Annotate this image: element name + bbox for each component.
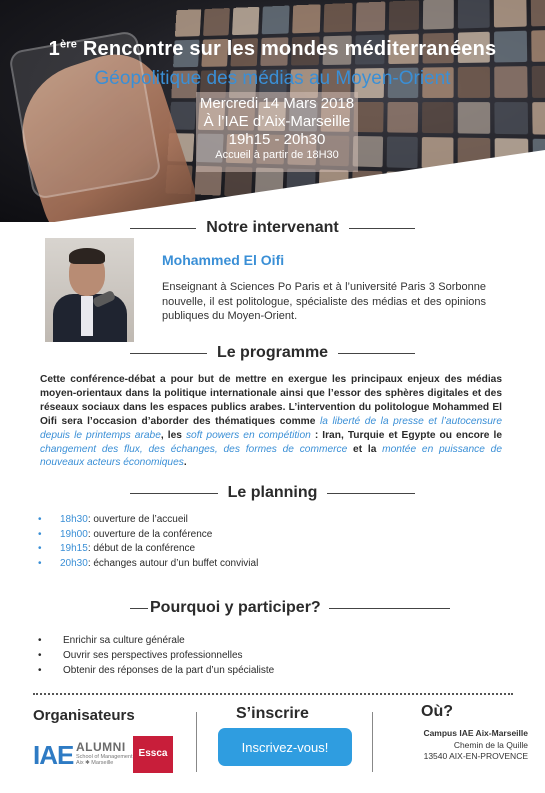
address: Campus IAE Aix-Marseille Chemin de la Quille 13540 AIX-EN-PROVENCE [423,728,528,761]
mosaic-tile [458,102,490,134]
mosaic-tile [262,6,290,35]
footer-divider [33,693,513,695]
section-heading-programme [130,343,415,363]
mosaic-tile [387,136,418,168]
bullet-icon: • [38,665,42,676]
heading-text: Le planning [227,484,318,501]
speaker-photo [45,238,134,342]
why-list [38,633,274,678]
heading-text: Le programme [216,344,329,361]
heading-rule [130,228,196,229]
highlight-text: montée en puissance de nouveaux acteurs économiques [40,443,503,469]
heading-text: Pourquoi y participer? [150,599,321,616]
highlight-text: la liberté de la presse et l’autocensure depuis le printemps arabe [40,415,502,441]
highlight-text: soft powers en compétition [185,429,311,441]
planning-list [38,513,258,571]
heading-text: Notre intervenant [206,219,339,236]
essca-logo: Essca [133,736,173,773]
mosaic-tile [387,102,418,133]
mosaic-tile [494,0,527,28]
mosaic-tile [423,0,454,30]
mosaic-tile [232,7,259,35]
mosaic-tile [458,0,490,29]
event-title: 1ère Rencontre sur les mondes méditerranéens [48,38,497,60]
heading-rule [130,353,207,354]
alumni-logo: ALUMNI School of Management Aix ✱ Marseille [76,740,133,766]
heading-rule [338,353,415,354]
mosaic-tile [532,102,545,135]
signup-button[interactable]: Inscrivez-vous! [218,728,352,766]
highlight-text: changement des flux, des échanges, des formes de commerce [40,443,348,455]
heading-rule [130,608,148,609]
mosaic-tile [531,0,545,26]
programme-text: Cette conférence-débat a pour but de mettre en exergue les principaux enjeux des médias moyen-orientaux dans la politique internationale ainsi que l’essor des sphères digitales et des réseaux sociaux dans les espaces publics arabes. L’intervention du politologue Mohammed El Oifi sera l’occasion d’aborder des thématiques comme la liberté de la presse et l’autocensure depuis le printemps arabe, les soft powers en compétition : Iran, Turquie et Egypte ou encore le changement des flux, des échanges, des formes de commerce et la montée en puissance de nouveaux acteurs économiques. [40,374,503,469]
event-date: Mercredi 14 Mars 2018 [199,95,355,112]
list-item: • 20h30: échanges autour d’un buffet convivial [38,557,258,572]
bullet-icon: • [38,650,42,661]
mosaic-tile [175,9,201,37]
bullet-icon: • [38,543,42,555]
mosaic-tile [422,102,454,133]
bullet-icon: • [38,514,42,525]
speaker-name: Mohammed El Oifi [162,252,285,268]
heading-rule [130,493,218,494]
mosaic-tile [356,2,386,32]
mosaic-tile [292,4,320,33]
mosaic-tile [203,8,230,36]
heading-rule [349,228,415,229]
heading-rule [329,608,450,609]
section-heading-planning [130,483,415,503]
iae-logo: IAE [33,740,74,770]
list-item: • 18h30: ouverture de l’accueil [38,513,258,528]
footer-column-divider [196,712,197,772]
speaker-bio: Enseignant à Sciences Po Paris et à l’université Paris 3 Sorbonne nouvelle, il est politologue, spécialiste des médias et des opinions publiques du Moyen-Orient. [162,281,486,322]
date-box [196,92,358,172]
list-item: • Obtenir des réponses de la part d’un spécialiste [38,665,275,676]
organisers-title: Organisateurs [33,707,135,724]
mosaic-tile [389,0,419,30]
bullet-icon: • [38,528,42,540]
bullet-icon: • [38,557,42,569]
list-item: • Ouvrir ses perspectives professionnelles [38,650,243,661]
section-heading-speaker [130,218,415,238]
event-welcome: Accueil à partir de 18H30 [215,149,339,161]
mosaic-tile [324,3,353,33]
section-heading-why [150,598,450,618]
signup-title: S’inscrire [236,705,309,722]
bullet-icon: • [38,635,42,646]
list-item: • Enrichir sa culture générale [38,635,185,646]
heading-rule [327,493,415,494]
event-place: À l’IAE d’Aix-Marseille [203,113,351,130]
list-item: • 19h15: début de la conférence [38,542,258,557]
where-title: Où? [421,703,453,720]
event-time: 19h15 - 20h30 [228,131,326,148]
event-subtitle: Géopolitique des médias au Moyen-Orient [94,68,451,89]
list-item: • 19h00: ouverture de la conférence [38,528,258,543]
mosaic-tile [494,102,528,134]
